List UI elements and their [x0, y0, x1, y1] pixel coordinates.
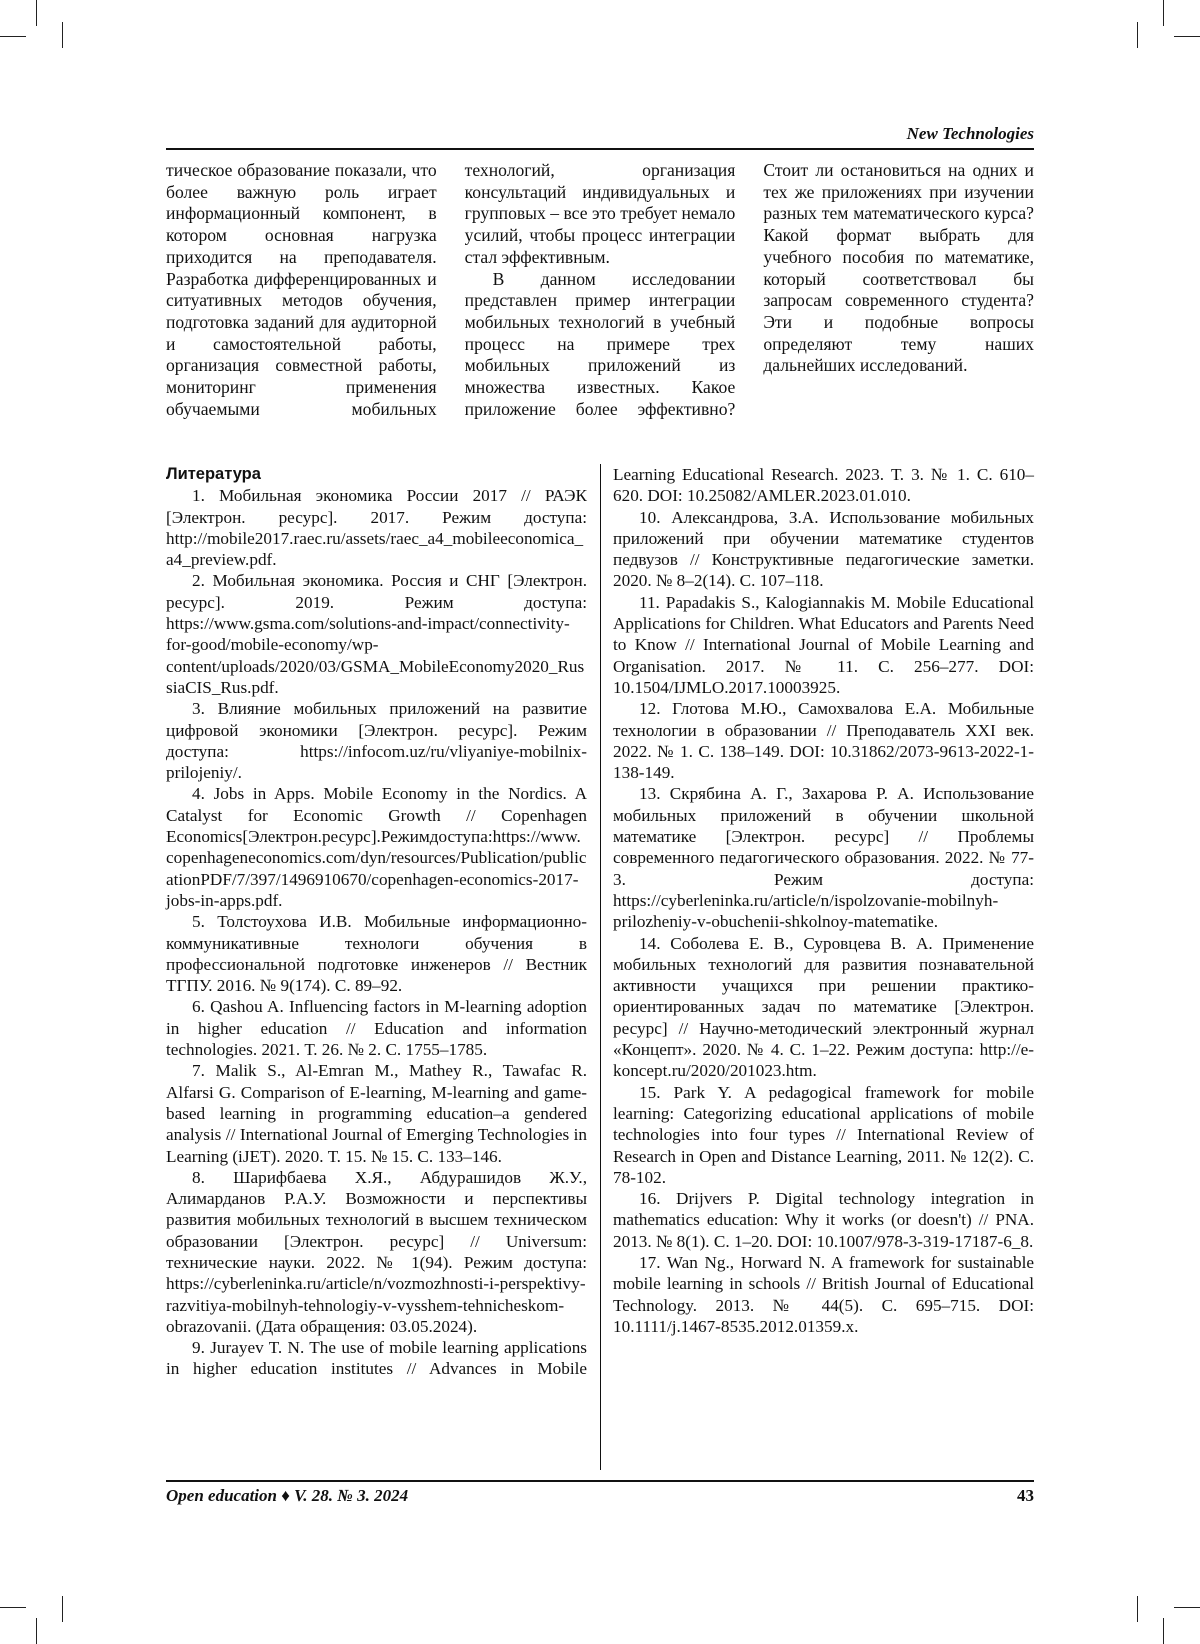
- crop-mark: [1137, 22, 1138, 48]
- reference-item: 3. Влияние мобильных приложений на развитие цифровой экономики [Электрон. ресурс]. Режим доступа: https://infocom.uz/ru/vliyaniye-mobilnix-prilojeniy/.: [166, 699, 587, 783]
- page-number: 43: [1017, 1486, 1034, 1505]
- running-header: New Technologies: [906, 124, 1034, 143]
- crop-mark: [36, 0, 37, 26]
- reference-item: 7. Malik S., Al-Emran M., Mathey R., Tawafac R. Alfarsi G. Comparison of E-learning, M-learning and game-based learning in programming education–a gendered analysis // International Journal of Emerging Technologies in Learning (iJET). 2020. Т. 15. № 15. С. 133–146.: [166, 1061, 587, 1166]
- reference-item: 11. Papadakis S., Kalogiannakis M. Mobile Educational Applications for Children. What Educators and Parents Need to Know // International Journal of Mobile Learning and Organisation. 2017. № 11. С. 256–277. DOI: 10.1504/IJMLO.2017.10003925.: [613, 592, 1034, 697]
- crop-mark: [1163, 1618, 1164, 1644]
- header-rule: [166, 148, 1034, 150]
- reference-item: 17. Wan Ng., Horward N. A framework for sustainable mobile learning in schools // British Journal of Educational Technology. 2013. № 44(5). С. 695–715. DOI: 10.1111/j.1467-8535.2012.01359.x.: [613, 1252, 1034, 1336]
- crop-mark: [1174, 36, 1200, 37]
- crop-mark: [0, 1607, 26, 1608]
- body-paragraph: тическое образование показали, что более важную роль играет информационный компонент, в котором основная нагрузка приходится на преподавателя. Разработка дифференцированных и ситуативных методов обучения, подготовка заданий для аудиторной и самостоятельной работы, организация совместной работы, мониторинг применения обучаемыми мобильных технологий, организация консультаций индивидуальных и групповых – все это требует немало усилий, чтобы процесс интеграции стал эффективным.: [166, 160, 736, 419]
- reference-item: 9. Jurayev T. N. The use of mobile learning applications in higher education institutes // Advances in Mobile Learning Educational Research. 2023. Т. 3. № 1. С. 610–620. DOI: 10.25082/AMLER.2023.01.010.: [166, 465, 1034, 1379]
- crop-mark: [36, 1618, 37, 1644]
- reference-item: 8. Шарифбаева Х.Я., Абдурашидов Ж.У., Алимарданов Р.А.У. Возможности и перспективы развития мобильных технологий в высшем техническом образовании [Электрон. ресурс] // Universum: технические науки. 2022. № 1(94). Режим доступа: https://cyberleninka.ru/article/n/vozmozhnosti-i-perspektivy-razvitiya-mobilnyh-tehnologiy-v-vysshem-tehnicheskom-obrazovanii. (Дата обращения: 03.05.2024).: [166, 1167, 587, 1336]
- body-text: [166, 160, 1034, 422]
- crop-mark: [1137, 1596, 1138, 1622]
- crop-mark: [1174, 1607, 1200, 1608]
- reference-item: 6. Qashou A. Influencing factors in M-learning adoption in higher education // Education and information technologies. 2021. Т. 26. № 2. С. 1755–1785.: [166, 997, 587, 1060]
- reference-item: 12. Глотова М.Ю., Самохвалова Е.А. Мобильные технологии в образовании // Преподаватель XXI век. 2022. № 1. С. 138–149. DOI: 10.31862/2073-9613-2022-1-138-149.: [613, 699, 1034, 783]
- footer-journal: Open education ♦ V. 28. № 3. 2024: [166, 1486, 409, 1505]
- reference-item: 15. Park Y. A pedagogical framework for mobile learning: Categorizing educational applications of mobile technologies into four types // International Review of Research in Open and Distance Learning, 2011. № 12(2). С. 78-102.: [613, 1082, 1034, 1187]
- footer-rule: [166, 1480, 1034, 1482]
- reference-item: 2. Мобильная экономика. Россия и СНГ [Электрон. ресурс]. 2019. Режим доступа: https://www.gsma.com/solutions-and-impact/connectivity-for-good/mobile-economy/wp-content/uploads/2020/03/GSMA_MobileEconomy2020_RussiaCIS_Rus.pdf.: [166, 571, 587, 697]
- references-section: [166, 464, 1034, 1470]
- reference-item: 16. Drijvers P. Digital technology integration in mathematics education: Why it works (or doesn't) // PNA. 2013. № 8(1). С. 1–20. DOI: 10.1007/978-3-319-17187-6_8.: [613, 1189, 1034, 1251]
- reference-item: 4. Jobs in Apps. Mobile Economy in the Nordics. A Catalyst for Economic Growth // Copenhagen Economics[Электрон.ресурс].Режимдоступа:https://www.copenhageneconomics.com/dyn/resources/Publication/publicationPDF/7/397/1496910670/copenhagen-economics-2017-jobs-in-apps.pdf.: [166, 784, 587, 910]
- reference-item: 13. Скрябина А. Г., Захарова Р. А. Использование мобильных приложений в обучении школьной математике [Электрон. ресурс] // Проблемы современного педагогического образования. 2022. № 77-3. Режим доступа: https://cyberleninka.ru/article/n/ispolzovanie-mobilnyh-prilozheniy-v-obuchenii-shkolnoy-matematike.: [613, 784, 1034, 932]
- crop-mark: [62, 1596, 63, 1622]
- references-title: Литература: [166, 465, 261, 483]
- reference-item: 14. Соболева Е. В., Суровцева В. А. Применение мобильных технологий для развития познавательной активности учащихся при решении практико-ориентированных задач по математике [Электрон. ресурс] // Научно-методический электронный журнал «Концепт». 2020. № 4. С. 1–22. Режим доступа: http://e-koncept.ru/2020/201023.htm.: [613, 933, 1034, 1081]
- reference-item: 10. Александрова, З.А. Использование мобильных приложений при обучении математике студентов педвузов // Конструктивные педагогические заметки. 2020. № 8–2(14). С. 107–118.: [613, 507, 1034, 591]
- crop-mark: [62, 22, 63, 48]
- crop-mark: [0, 36, 26, 37]
- crop-mark: [1163, 0, 1164, 26]
- body-paragraph: В данном исследовании представлен пример интеграции мобильных технологий в учебный процесс на примере трех мобильных приложений из множества известных. Какое приложение более эффективно? Стоит ли остановиться на одних и тех же приложениях при изучении разных тем математического курса? Какой формат выбрать для учебного пособия по математике, который соответствовал бы запросам современного студента? Эти и подобные вопросы определяют тему наших дальнейших исследований.: [464, 160, 1034, 419]
- reference-item: 1. Мобильная экономика России 2017 // РАЭК [Электрон. ресурс]. 2017. Режим доступа: http://mobile2017.raec.ru/assets/raec_a4_mobileeconomica_a4_preview.pdf.: [166, 486, 587, 570]
- reference-item: 5. Толстоухова И.В. Мобильные информационно-коммуникативные технологи обучения в профессиональной подготовке инженеров // Вестник ТГПУ. 2016. № 9(174). С. 89–92.: [166, 912, 587, 996]
